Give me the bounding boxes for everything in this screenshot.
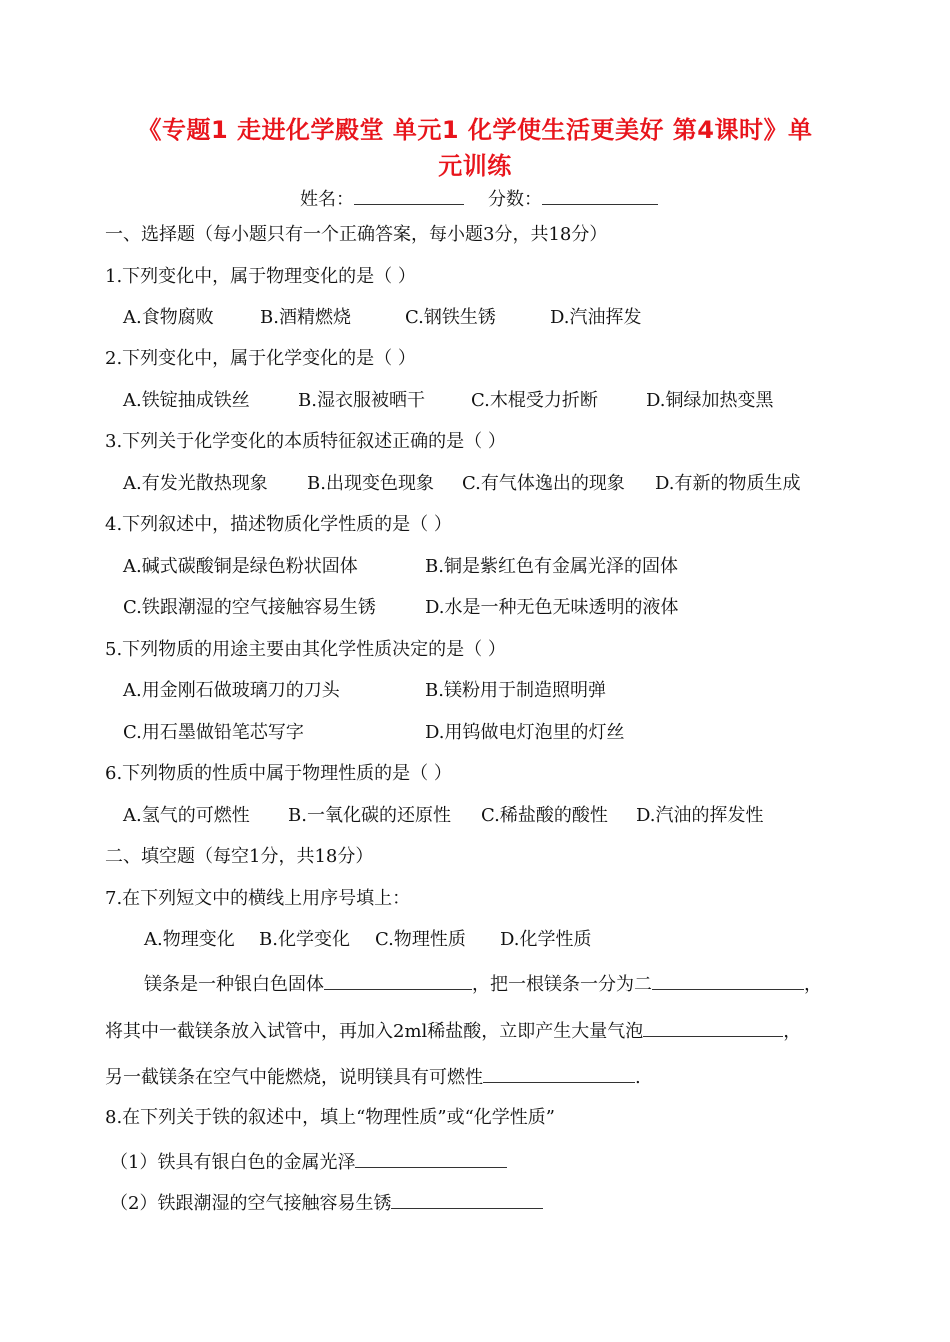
q8-item-2-text: （2）铁跟潮湿的空气接触容易生锈 <box>110 1193 392 1214</box>
q8-blank-2[interactable] <box>391 1190 543 1209</box>
name-label: 姓名： <box>300 189 354 210</box>
q7-text-1c: ， <box>804 974 822 995</box>
q7-option-a: A.物理变化 <box>144 929 235 950</box>
q7-blank-1[interactable] <box>324 971 472 990</box>
q8-item-1-text: （1）铁具有银白色的金属光泽 <box>110 1152 356 1173</box>
q4-option-c: C.铁跟潮湿的空气接触容易生锈 <box>123 597 376 618</box>
q7-paragraph-line-3 <box>105 1064 641 1089</box>
q5-option-a: A.用金刚石做玻璃刀的刀头 <box>123 680 340 701</box>
section2-heading: 二、填空题（每空1分，共18分） <box>105 846 374 867</box>
q7-option-b: B.化学变化 <box>259 929 350 950</box>
q7-text-2: 将其中一截镁条放入试管中，再加入2ml稀盐酸，立即产生大量气泡 <box>105 1021 644 1042</box>
question-3-stem: 3.下列关于化学变化的本质特征叙述正确的是（ ） <box>105 431 506 452</box>
q3-option-a: A.有发光散热现象 <box>123 473 268 494</box>
question-1-stem: 1.下列变化中，属于物理变化的是（ ） <box>105 266 416 287</box>
q1-option-a: A.食物腐败 <box>123 307 214 328</box>
q4-option-b: B.铜是紫红色有金属光泽的固体 <box>425 556 678 577</box>
q8-blank-1[interactable] <box>355 1149 507 1168</box>
q7-text-1: 镁条是一种银白色固体 <box>144 974 324 995</box>
q1-option-c: C.钢铁生锈 <box>405 307 496 328</box>
score-label: 分数： <box>488 189 542 210</box>
q4-option-d: D.水是一种无色无味透明的液体 <box>425 597 679 618</box>
q5-option-c: C.用石墨做铅笔芯写字 <box>123 722 304 743</box>
document-title <box>100 112 850 184</box>
q3-option-b: B.出现变色现象 <box>307 473 434 494</box>
q7-blank-4[interactable] <box>483 1064 635 1083</box>
q6-option-a: A.氢气的可燃性 <box>123 805 250 826</box>
q5-option-d: D.用钨做电灯泡里的灯丝 <box>425 722 625 743</box>
question-7-stem: 7.在下列短文中的横线上用序号填上： <box>105 888 411 909</box>
q2-option-b: B.湿衣服被晒干 <box>298 390 425 411</box>
score-blank <box>542 188 658 205</box>
q7-text-2c: ， <box>783 1021 802 1042</box>
q3-option-d: D.有新的物质生成 <box>655 473 801 494</box>
q1-option-b: B.酒精燃烧 <box>260 307 351 328</box>
q7-blank-3[interactable] <box>643 1018 783 1037</box>
question-5-stem: 5.下列物质的用途主要由其化学性质决定的是（ ） <box>105 639 506 660</box>
q8-item-1 <box>110 1149 507 1174</box>
q5-option-b: B.镁粉用于制造照明弹 <box>425 680 606 701</box>
question-4-stem: 4.下列叙述中，描述物质化学性质的是（ ） <box>105 514 452 535</box>
q4-option-a: A.碱式碳酸铜是绿色粉状固体 <box>123 556 358 577</box>
q3-option-c: C.有气体逸出的现象 <box>462 473 625 494</box>
q7-paragraph-line-1 <box>144 971 822 996</box>
question-6-stem: 6.下列物质的性质中属于物理性质的是（ ） <box>105 763 452 784</box>
q2-option-a: A.铁锭抽成铁丝 <box>123 390 250 411</box>
q7-option-c: C.物理性质 <box>375 929 466 950</box>
section1-heading: 一、选择题（每小题只有一个正确答案，每小题3分，共18分） <box>105 224 608 245</box>
q7-text-3: 另一截镁条在空气中能燃烧，说明镁具有可燃性 <box>105 1067 483 1088</box>
q7-text-1b: ，把一根镁条一分为二 <box>472 974 652 995</box>
name-score-line <box>300 188 658 211</box>
title-line-1: 《专题1 走进化学殿堂 单元1 化学使生活更美好 第4课时》单 <box>137 116 813 144</box>
q7-text-3c: . <box>635 1067 641 1088</box>
question-2-stem: 2.下列变化中，属于化学变化的是（ ） <box>105 348 416 369</box>
title-line-2: 元训练 <box>438 152 512 180</box>
q6-option-b: B.一氧化碳的还原性 <box>288 805 451 826</box>
q7-option-d: D.化学性质 <box>500 929 592 950</box>
q7-paragraph-line-2 <box>105 1018 801 1043</box>
q7-blank-2[interactable] <box>652 971 804 990</box>
q1-option-d: D.汽油挥发 <box>550 307 642 328</box>
q8-item-2 <box>110 1190 543 1215</box>
q6-option-d: D.汽油的挥发性 <box>636 805 764 826</box>
question-8-stem: 8.在下列关于铁的叙述中，填上“物理性质”或“化学性质” <box>105 1107 555 1128</box>
q2-option-d: D.铜绿加热变黑 <box>646 390 774 411</box>
q6-option-c: C.稀盐酸的酸性 <box>481 805 608 826</box>
name-blank <box>354 188 464 205</box>
q2-option-c: C.木棍受力折断 <box>471 390 598 411</box>
